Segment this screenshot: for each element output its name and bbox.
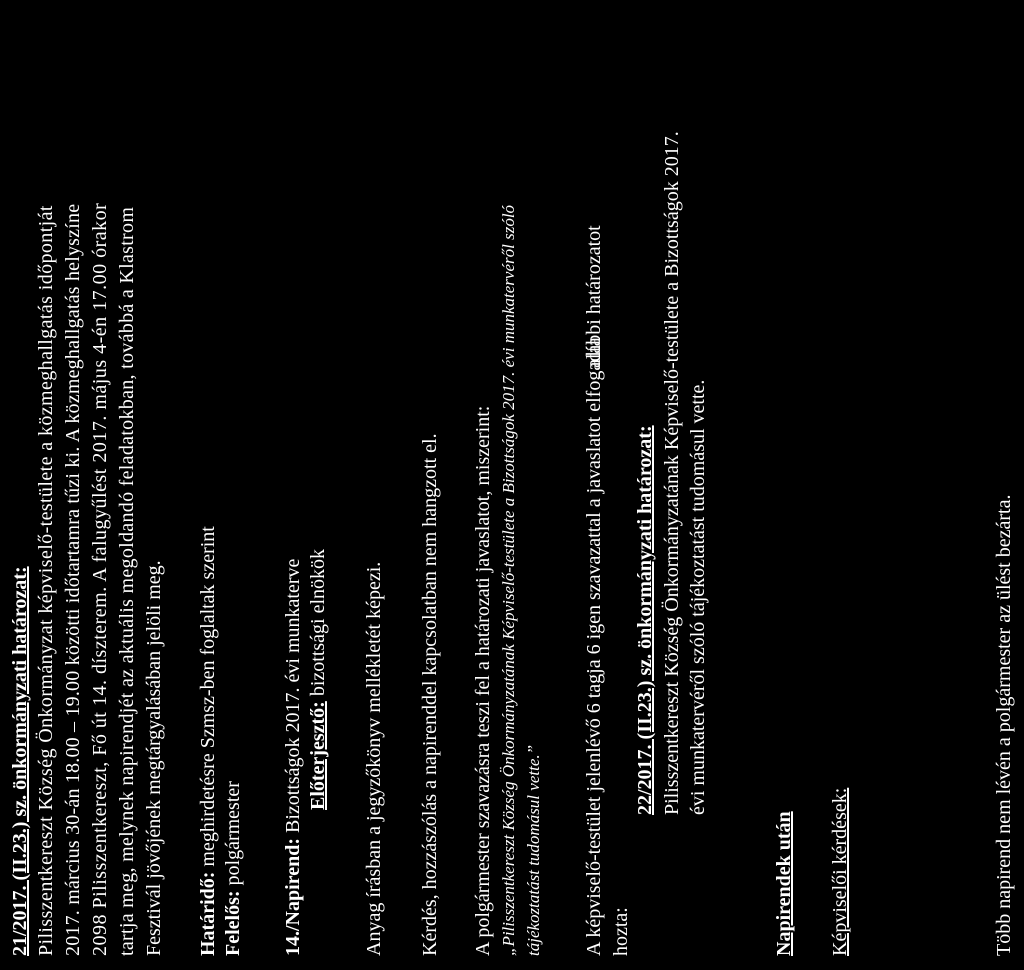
responsible-label: Felelős: bbox=[222, 890, 244, 956]
resolution-21-line-1: Pilisszentkereszt Község Önkormányzat képviselő-testülete a közmeghallgatás időpontját bbox=[35, 205, 57, 956]
resolution-21-line-4: tartja meg, melynek napirendjét az aktuális megoldandó feladatokban, továbbá a Klastrom bbox=[116, 206, 138, 956]
vote-result-hozta: hozta: bbox=[610, 907, 632, 956]
agenda-14-label: 14./Napirend: bbox=[282, 838, 304, 956]
after-agenda-heading: Napirendek után bbox=[773, 811, 795, 956]
deadline-label: Határidő: bbox=[197, 871, 219, 956]
resolution-21-line-3: 2098 Pilisszentkereszt, Fő út 14. díszterem. A falugyűlést 2017. május 4-én 17.00 órakor bbox=[89, 202, 111, 956]
proposal-quote-line-1: „Pilisszentkereszt Község Önkormányzatának Képviselő-testülete a Bizottságok 2017. évi munkatervéről szóló bbox=[499, 204, 518, 956]
resolution-22-line-2: évi munkatervéről szóló tájékoztatást tudomásul vette. bbox=[687, 379, 709, 815]
resolution-22-line-1: Pilisszentkereszt Község Önkormányzatának Képviselő-testülete a Bizottságok 2017. bbox=[661, 131, 683, 815]
presenter-line bbox=[308, 549, 328, 810]
responsible-line bbox=[223, 781, 243, 956]
presenter-label: Előterjesztő: bbox=[307, 701, 329, 810]
resolution-22-title: 22/2017. (II.23.) sz. önkormányzati határozat: bbox=[634, 425, 656, 815]
responsible-text: polgármester bbox=[222, 781, 244, 886]
deadline-text: meghirdetésre Szmsz-ben foglaltak szerint bbox=[197, 526, 219, 867]
resolution-21-line-5: Fesztivál jövőjének megtárgyalásában jelöli meg. bbox=[143, 560, 165, 956]
agenda-14-line bbox=[283, 559, 303, 956]
vote-result-line-end: alábbi határozatot bbox=[583, 225, 605, 368]
proposal-quote-line-2: tájékoztatást tudomásul vette.” bbox=[524, 744, 543, 956]
member-questions-heading: Képviselői kérdések: bbox=[829, 787, 851, 956]
resolution-21-title: 21/2017. (II.23.) sz. önkormányzati határozat: bbox=[9, 566, 31, 956]
material-note: Anyag írásban a jegyzőkönyv mellékletét képezi. bbox=[363, 561, 385, 956]
vote-result-line: A képviselő-testület jelenlévő 6 tagja 6 igen szavazattal a javaslatot elfogadta bbox=[583, 337, 605, 956]
resolution-21-line-2: 2017. március 30-án 18.00 – 19.00 közötti időtartamra tűzi ki. A közmeghallgatás helyszíne bbox=[62, 203, 84, 956]
deadline-line bbox=[198, 526, 218, 956]
agenda-14-text: Bizottságok 2017. évi munkaterve bbox=[282, 558, 304, 834]
closing-line: Több napirend nem lévén a polgármester az ülést bezárta. bbox=[993, 494, 1015, 956]
presenter-text: bizottsági elnökök bbox=[307, 548, 329, 697]
questions-note: Kérdés, hozzászólás a napirenddel kapcsolatban nem hangzott el. bbox=[419, 433, 441, 956]
proposal-intro: A polgármester szavazásra teszi fel a határozati javaslatot, miszerint: bbox=[472, 405, 494, 956]
